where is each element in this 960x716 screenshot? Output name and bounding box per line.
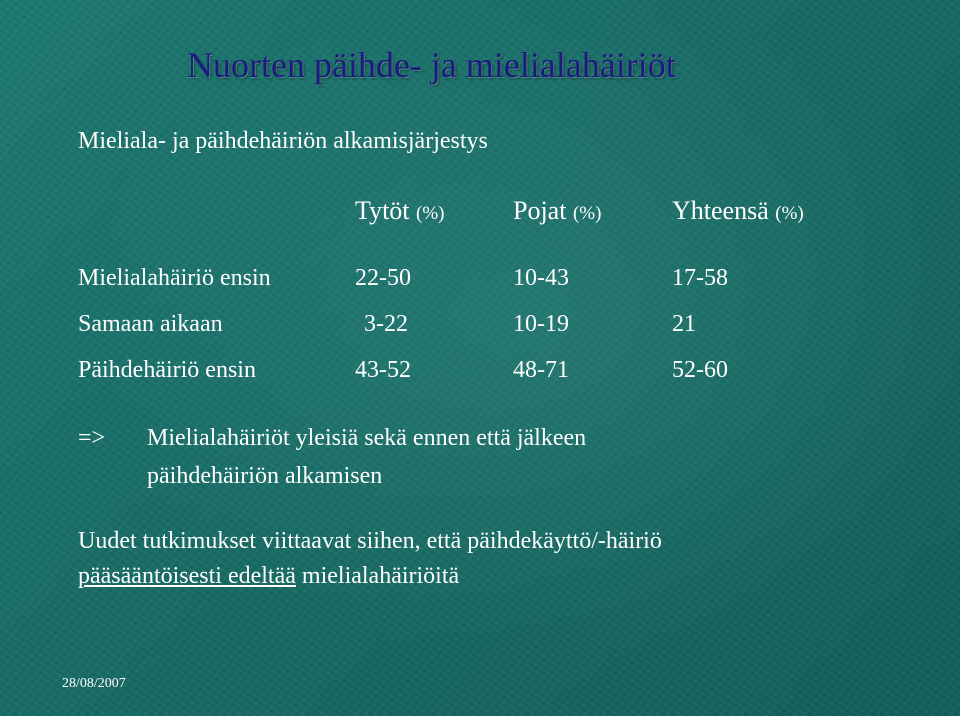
cell-boys: 10-43 bbox=[513, 265, 569, 291]
cell-girls: 22-50 bbox=[355, 265, 411, 291]
cell-total: 17-58 bbox=[672, 265, 728, 291]
conclusion-arrow: => bbox=[78, 425, 106, 451]
research-emphasis: pääsääntöisesti edeltää bbox=[78, 563, 296, 589]
row-label: Päihdehäiriö ensin bbox=[78, 357, 256, 383]
cell-girls: 43-52 bbox=[355, 357, 411, 383]
research-line-1: Uudet tutkimukset viittaavat siihen, että päihdekäyttö/-häiriö bbox=[78, 528, 662, 554]
cell-girls: 3-22 bbox=[364, 311, 408, 337]
cell-boys: 48-71 bbox=[513, 357, 569, 383]
slide-title: Nuorten päihde- ja mielialahäiriöt bbox=[187, 45, 676, 85]
research-line-2-rest: mielialahäiriöitä bbox=[295, 563, 460, 589]
column-header-unit: (%) bbox=[572, 203, 602, 224]
cell-total: 21 bbox=[672, 311, 696, 337]
row-label: Mielialahäiriö ensin bbox=[78, 265, 271, 291]
slide-subtitle: Mieliala- ja päihdehäiriön alkamisjärjestys bbox=[78, 128, 488, 154]
column-header-label: Tytöt bbox=[355, 196, 410, 225]
cell-boys: 10-19 bbox=[513, 311, 569, 337]
row-label: Samaan aikaan bbox=[78, 311, 223, 337]
column-header-girls bbox=[355, 196, 445, 226]
column-header-unit: (%) bbox=[775, 203, 804, 224]
cell-total: 52-60 bbox=[672, 357, 728, 383]
research-line-2 bbox=[78, 563, 459, 590]
conclusion-line-2: päihdehäiriön alkamisen bbox=[147, 463, 383, 489]
slide-date: 28/08/2007 bbox=[62, 676, 126, 691]
conclusion-line-1: Mielialahäiriöt yleisiä sekä ennen että jälkeen bbox=[147, 425, 587, 451]
column-header-label: Yhteensä bbox=[672, 196, 769, 225]
column-header-total bbox=[672, 196, 804, 226]
column-header-unit: (%) bbox=[416, 203, 445, 224]
column-header-boys bbox=[513, 196, 601, 226]
column-header-label: Pojat bbox=[513, 196, 567, 225]
